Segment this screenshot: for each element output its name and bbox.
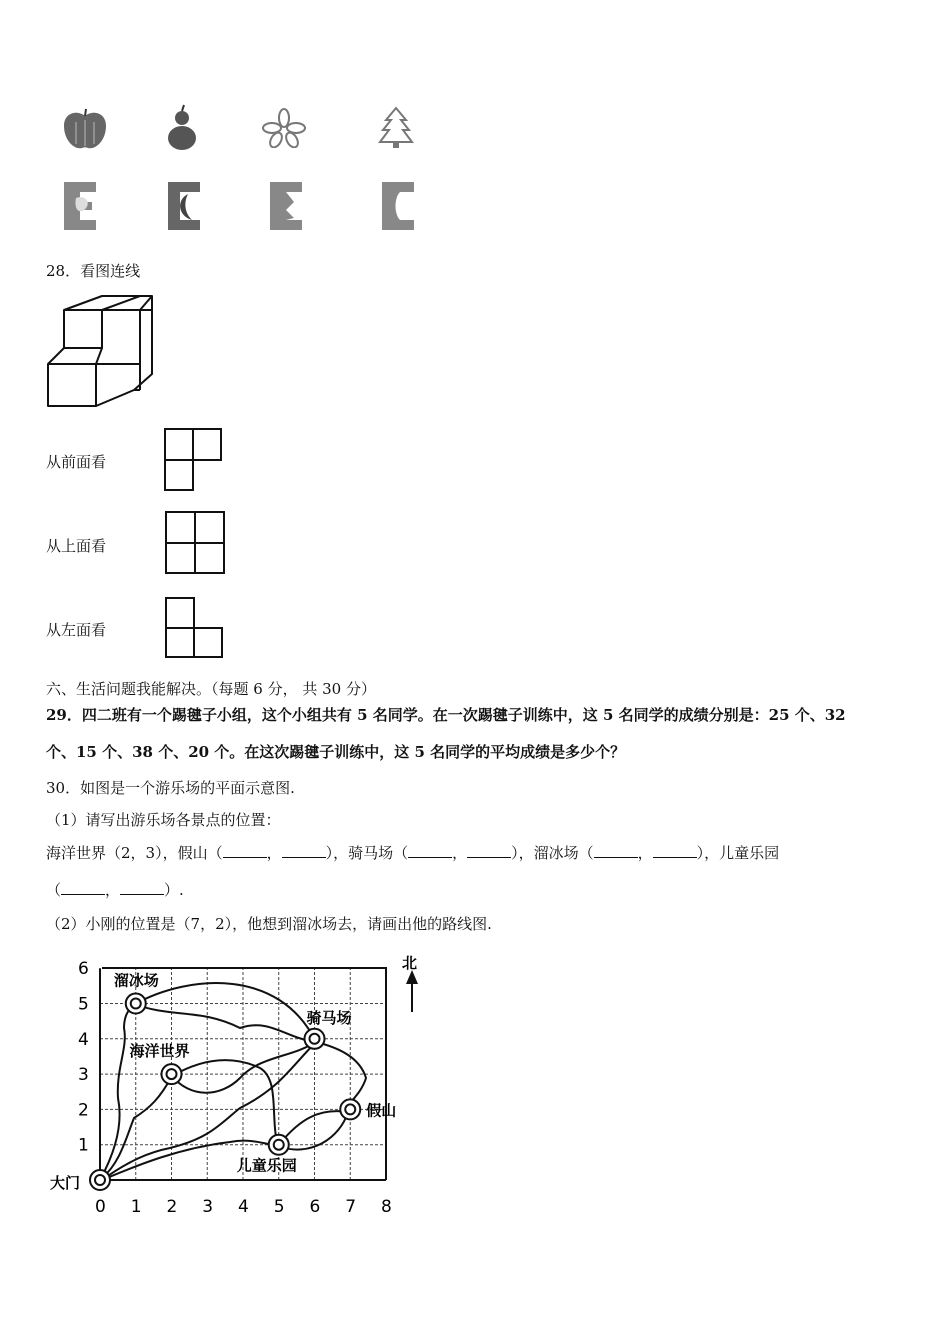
x-tick-label: 2 [166,1197,178,1217]
y-tick-label: 3 [78,1065,89,1086]
q30-positions-line1 [46,843,779,863]
q29-line1: 29．四二班有一个踢毽子小组，这个小组共有 5 名同学。在一次踢毽子训练中，这 5 名同学的成绩分别是：25 个、32 [46,706,846,724]
section6-heading: 六、生活问题我能解决。（每题 6 分， 共 30 分） [46,680,376,698]
x-tick-label: 8 [381,1197,392,1217]
place-marker-inner [345,1104,355,1114]
x-tick-label: 7 [345,1197,357,1217]
place-label: 儿童乐园 [236,1156,297,1175]
solid-figure-3d [44,294,158,410]
q29-line2: 个、15 个、38 个、20 个。在这次踢毽子训练中，这 5 名同学的平均成绩是多少个？ [46,743,626,761]
y-tick-label: 4 [78,1029,89,1050]
open-paren: （ [46,881,62,899]
blank-child-x[interactable] [61,880,105,895]
blank-ice-y[interactable] [653,843,697,858]
view-label-front: 从前面看 [46,453,107,471]
map-place-1[interactable] [305,1009,352,1049]
y-tick-label: 6 [78,959,89,980]
bottom-figure-e-leaf [62,180,98,232]
place-label: 海洋世界 [129,1042,190,1061]
park-map[interactable] [40,948,440,1223]
y-tick-label: 5 [78,994,89,1015]
top-figure-flower [262,108,306,148]
q30-part1: （1）请写出游乐场各景点的位置： [46,811,281,829]
y-tick-label: 1 [78,1135,89,1156]
map-place-2[interactable] [130,1042,190,1084]
place-label: 大门 [50,1174,81,1192]
blank-rock-y[interactable] [282,843,326,858]
bottom-figure-bracket-moon-small [380,180,416,232]
q28-title: 28．看图连线 [46,262,141,280]
text-ice: ），溜冰场（ [511,844,594,862]
x-tick-label: 6 [309,1197,321,1217]
text-ocean-and-rock: 海洋世界（2，3），假山（ [46,844,223,862]
place-label: 骑马场 [306,1008,352,1027]
map-place-0[interactable] [114,972,159,1014]
view-front-grid[interactable] [163,427,225,493]
top-figure-apple [60,108,110,152]
north-arrow [402,954,418,1012]
q30-title: 30．如图是一个游乐场的平面示意图. [46,779,295,797]
blank-child-y[interactable] [120,880,164,895]
blank-horse-x[interactable] [408,843,452,858]
north-label: 北 [402,954,418,972]
q30-positions-line2 [46,880,184,900]
place-marker-inner [274,1140,284,1150]
close-paren: ）. [164,881,184,899]
comma: ， [637,844,653,862]
bottom-figure-bracket-moon [166,180,202,232]
x-tick-label: 0 [95,1197,106,1217]
comma: ， [452,844,468,862]
x-tick-label: 5 [273,1197,285,1217]
view-left-grid[interactable] [164,596,226,660]
q30-part2: （2）小刚的位置是（7，2），他想到溜冰场去，请画出他的路线图. [46,915,492,933]
view-label-left: 从左面看 [46,621,107,639]
blank-ice-x[interactable] [594,843,638,858]
place-label: 假山 [366,1101,397,1120]
text-children: ），儿童乐园 [696,844,780,862]
x-tick-label: 4 [238,1197,249,1217]
top-figure-gourd [162,104,202,152]
place-marker-inner [167,1069,177,1079]
x-tick-label: 3 [202,1197,214,1217]
y-tick-label: 2 [78,1100,89,1121]
x-tick-label: 1 [130,1197,142,1217]
bottom-figure-e-zigzag [268,180,304,232]
map-place-5[interactable] [50,1170,110,1192]
comma: ， [266,844,282,862]
blank-rock-x[interactable] [223,843,267,858]
place-marker-inner [131,999,141,1009]
view-label-top: 从上面看 [46,537,107,555]
place-marker-inner [95,1175,105,1185]
place-marker-inner [310,1034,320,1044]
top-figure-tree [376,106,416,150]
view-top-grid[interactable] [164,510,228,576]
place-label: 溜冰场 [113,971,159,990]
comma: ， [105,881,121,899]
blank-horse-y[interactable] [467,843,511,858]
text-horse: ），骑马场（ [325,844,409,862]
map-place-3[interactable] [340,1099,396,1119]
